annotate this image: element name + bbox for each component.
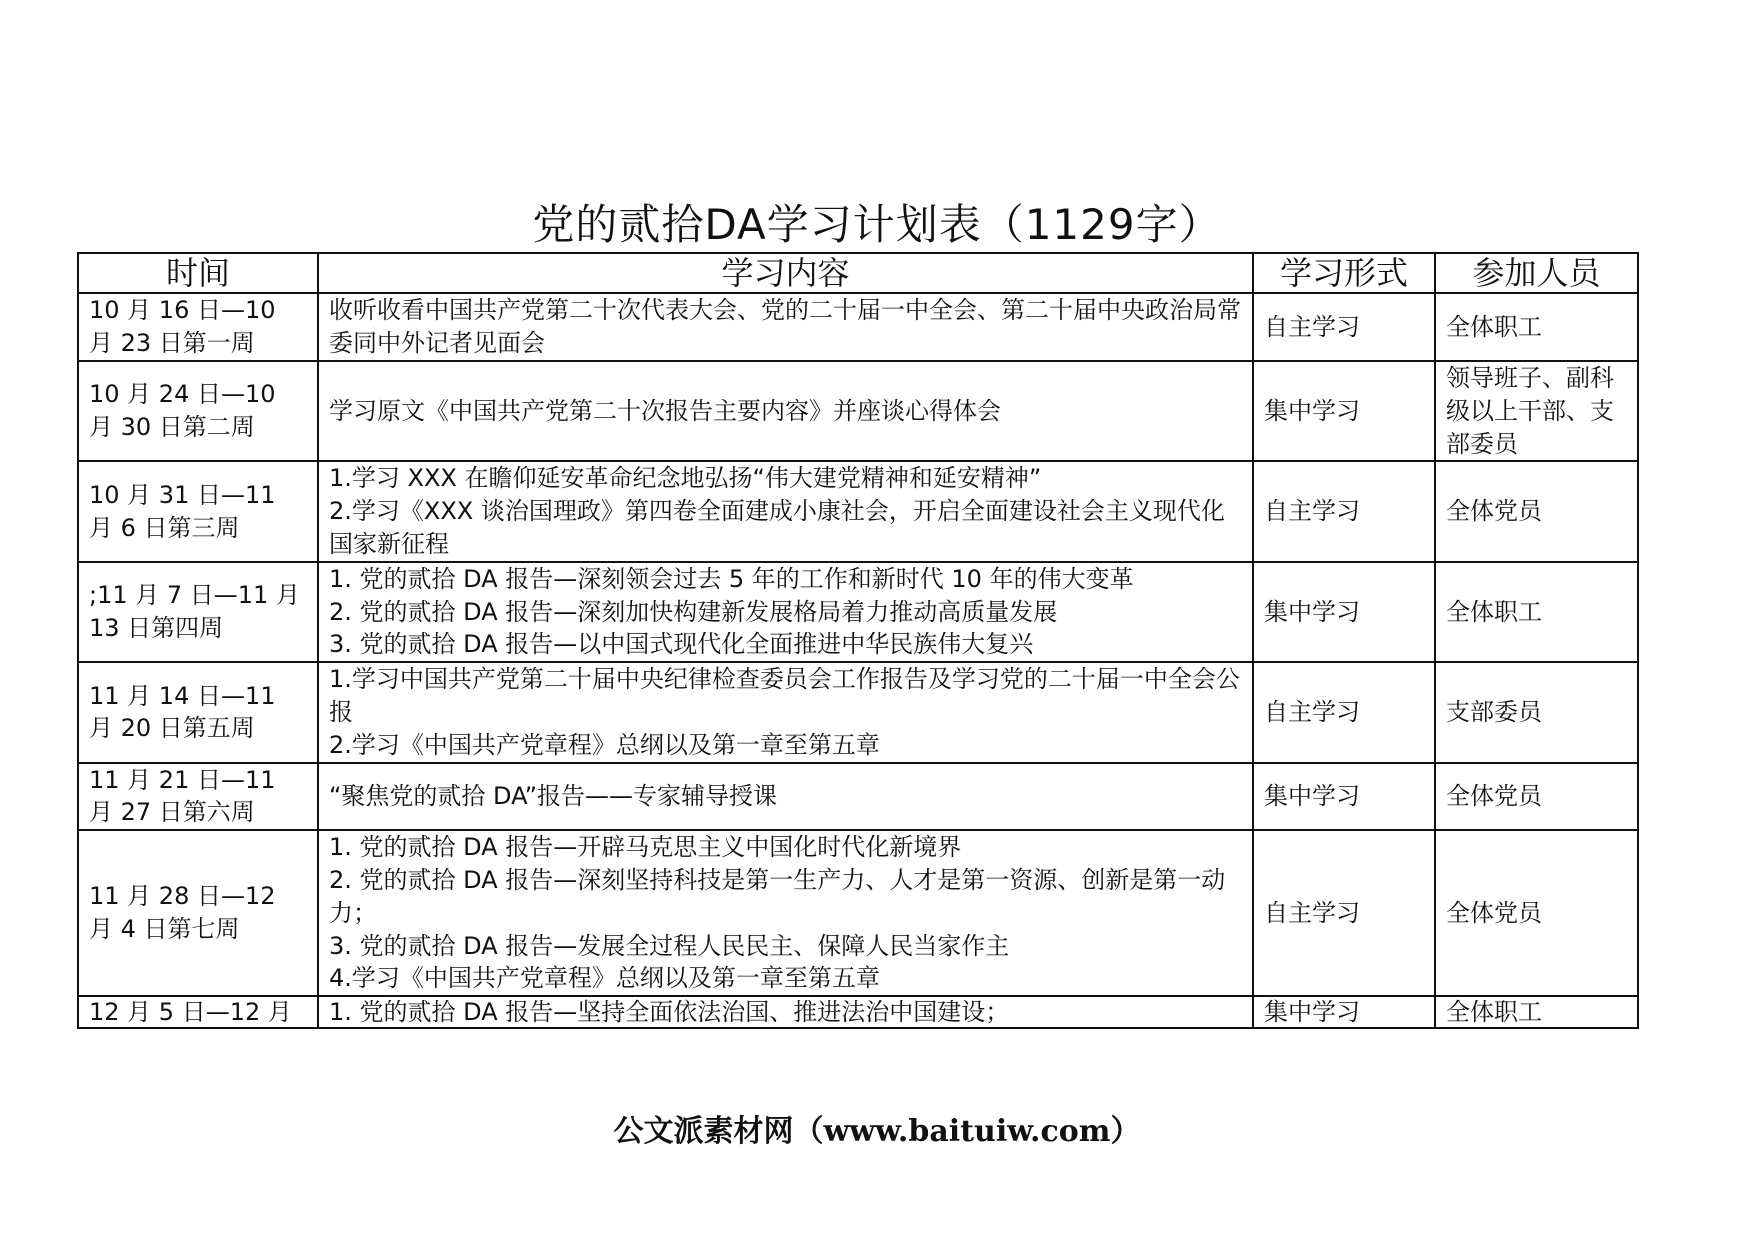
cell-people-line: 支部委员 (1446, 697, 1542, 726)
cell-content-line: 学习原文《中国共产党第二十次报告主要内容》并座谈心得体会 (329, 396, 1001, 425)
cell-people (1435, 662, 1638, 762)
cell-content-line: 3. 党的贰拾 DA 报告—以中国式现代化全面推进中华民族伟大复兴 (329, 630, 1034, 659)
cell-time-line: 月 4 日第七周 (89, 915, 240, 944)
cell-people-line: 全体职工 (1446, 312, 1542, 341)
header-time: 时间 (78, 253, 318, 293)
cell-content-line: 2. 党的贰拾 DA 报告—深刻加快构建新发展格局着力推动高质量发展 (329, 597, 1058, 626)
cell-people-line: 全体党员 (1446, 497, 1542, 526)
cell-content-line: 1.学习 XXX 在瞻仰延安革命纪念地弘扬“伟大建党精神和延安精神” (329, 464, 1042, 493)
cell-people (1435, 996, 1638, 1028)
cell-form: 自主学习 (1253, 830, 1435, 996)
cell-content (318, 996, 1253, 1028)
cell-time-line: 13 日第四周 (89, 613, 224, 642)
cell-content-line: 收听收看中国共产党第二十次代表大会、党的二十届一中全会、第二十届中央政治局常委同中外记者见面会 (329, 296, 1241, 357)
cell-time-line: 月 20 日第五周 (89, 714, 255, 743)
footer-source: 公文派素材网（www.baituiw.com） (613, 1114, 1141, 1149)
cell-people-line: 全体职工 (1446, 597, 1542, 626)
table-row (78, 662, 1638, 762)
table-row (78, 763, 1638, 831)
cell-people (1435, 461, 1638, 561)
cell-content-line: 1. 党的贰拾 DA 报告—深刻领会过去 5 年的工作和新时代 10 年的伟大变革 (329, 564, 1134, 593)
cell-content (318, 562, 1253, 662)
table-row (78, 996, 1638, 1028)
cell-people-line: 领导班子、副科 (1446, 364, 1614, 392)
cell-time-line: 11 月 28 日—12 (89, 882, 276, 911)
cell-time (78, 763, 318, 831)
cell-content-line: 1. 党的贰拾 DA 报告—开辟马克思主义中国化时代化新境界 (329, 833, 962, 862)
cell-content (318, 461, 1253, 561)
cell-content (318, 293, 1253, 361)
cell-time (78, 562, 318, 662)
cell-form: 自主学习 (1253, 293, 1435, 361)
table-header-row (78, 253, 1638, 293)
table-row (78, 461, 1638, 561)
cell-time-line: 11 月 14 日—11 (89, 681, 276, 710)
cell-time-line: 10 月 31 日—11 (89, 480, 276, 509)
cell-content-line: 1. 党的贰拾 DA 报告—坚持全面依法治国、推进法治中国建设； (329, 998, 1010, 1027)
cell-time (78, 461, 318, 561)
cell-time-line: ;11 月 7 日—11 月 (89, 581, 300, 610)
header-form: 学习形式 (1253, 253, 1435, 293)
cell-content-line: 2.学习《中国共产党章程》总纲以及第一章至第五章 (329, 730, 880, 759)
cell-time (78, 361, 318, 461)
cell-time (78, 293, 318, 361)
cell-people (1435, 361, 1638, 461)
table-row (78, 293, 1638, 361)
table-row (78, 830, 1638, 996)
cell-time (78, 996, 318, 1028)
cell-people (1435, 763, 1638, 831)
cell-time-line: 月 27 日第六周 (89, 798, 255, 827)
cell-content-line: 4.学习《中国共产党章程》总纲以及第一章至第五章 (329, 964, 880, 993)
cell-content-line: “聚焦党的贰拾 DA”报告——专家辅导授课 (329, 781, 778, 810)
cell-content-line: 1.学习中国共产党第二十届中央纪律检查委员会工作报告及学习党的二十届一中全会公报 (329, 665, 1240, 726)
cell-content-line: 3. 党的贰拾 DA 报告—发展全过程人民民主、保障人民当家作主 (329, 931, 1010, 960)
cell-form: 自主学习 (1253, 662, 1435, 762)
table-body (78, 293, 1638, 1028)
cell-content (318, 662, 1253, 762)
table-row (78, 361, 1638, 461)
cell-people-line: 全体党员 (1446, 898, 1542, 927)
document-title: 党的贰拾DA学习计划表（1129字） (532, 200, 1222, 249)
cell-people (1435, 562, 1638, 662)
cell-form: 集中学习 (1253, 763, 1435, 831)
cell-time (78, 662, 318, 762)
cell-time-line: 11 月 21 日—11 (89, 765, 276, 794)
cell-time-line: 月 6 日第三周 (89, 513, 240, 542)
cell-form: 自主学习 (1253, 461, 1435, 561)
cell-content-line: 2. 党的贰拾 DA 报告—深刻坚持科技是第一生产力、人才是第一资源、创新是第一动力； (329, 865, 1226, 927)
cell-people-line: 级以上干部、支 (1446, 396, 1614, 425)
cell-people-line: 全体职工 (1446, 998, 1542, 1027)
cell-people (1435, 830, 1638, 996)
cell-content (318, 830, 1253, 996)
cell-people (1435, 293, 1638, 361)
cell-people-line: 全体党员 (1446, 781, 1542, 810)
cell-time (78, 830, 318, 996)
cell-people-line: 部委员 (1446, 429, 1518, 458)
cell-content (318, 763, 1253, 831)
table-row (78, 562, 1638, 662)
study-plan-table (77, 252, 1639, 1029)
cell-time-line: 10 月 16 日—10 (89, 296, 276, 325)
cell-content-line: 2.学习《XXX 谈治国理政》第四卷全面建成小康社会，开启全面建设社会主义现代化国家新征程 (329, 497, 1225, 558)
cell-content (318, 361, 1253, 461)
cell-time-line: 月 23 日第一周 (89, 329, 255, 357)
cell-form: 集中学习 (1253, 361, 1435, 461)
cell-time-line: 月 30 日第二周 (89, 413, 255, 442)
cell-form: 集中学习 (1253, 562, 1435, 662)
cell-form: 集中学习 (1253, 996, 1435, 1028)
header-content: 学习内容 (318, 253, 1253, 293)
cell-time-line: 12 月 5 日—12 月 (89, 998, 292, 1027)
header-people: 参加人员 (1435, 253, 1638, 293)
cell-time-line: 10 月 24 日—10 (89, 380, 276, 409)
